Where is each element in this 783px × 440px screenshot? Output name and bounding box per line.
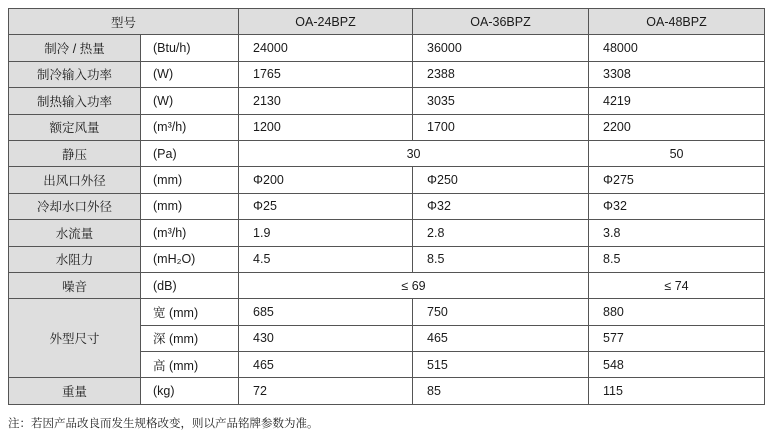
model-2: OA-36BPZ [413,9,589,35]
row-unit: (Btu/h) [141,35,239,61]
cell: Φ200 [239,167,413,193]
row-label: 制冷输入功率 [9,61,141,87]
row-label: 冷却水口外径 [9,193,141,219]
cell: 3308 [589,61,765,87]
cell: Φ32 [589,193,765,219]
cell: 577 [589,325,765,351]
cell: 430 [239,325,413,351]
cell: 750 [413,299,589,325]
cell: 465 [239,352,413,378]
cell: 72 [239,378,413,404]
row-dimension-width [9,299,765,325]
cell: 4.5 [239,246,413,272]
row-label: 制热输入功率 [9,88,141,114]
row-cooling [9,35,765,61]
row-noise [9,272,765,298]
footnote: 注：若因产品改良而发生规格改变，则以产品铭牌参数为准。 [8,418,319,430]
cell: ≤ 74 [589,272,765,298]
row-static-pressure [9,140,765,166]
cell: 8.5 [413,246,589,272]
row-label: 额定风量 [9,114,141,140]
row-cool-power [9,61,765,87]
cell: 2388 [413,61,589,87]
model-1: OA-24BPZ [239,9,413,35]
row-weight [9,378,765,404]
row-unit: (dB) [141,272,239,298]
cell: 50 [589,140,765,166]
cell: 2200 [589,114,765,140]
cell: 8.5 [589,246,765,272]
cell: 880 [589,299,765,325]
cell: 85 [413,378,589,404]
cell: Φ25 [239,193,413,219]
cell: Φ32 [413,193,589,219]
cell: 685 [239,299,413,325]
cell: 548 [589,352,765,378]
cell: 1.9 [239,220,413,246]
cell: 3035 [413,88,589,114]
row-outlet-diameter [9,167,765,193]
merged-cell: 30 [239,140,589,166]
cell: 2.8 [413,220,589,246]
row-label: 重量 [9,378,141,404]
row-unit: (mm) [141,193,239,219]
model-3: OA-48BPZ [589,9,765,35]
row-unit: (mm) [141,167,239,193]
merged-cell: ≤ 69 [239,272,589,298]
cell: 1765 [239,61,413,87]
row-water-resistance [9,246,765,272]
cell: 24000 [239,35,413,61]
row-unit: (W) [141,88,239,114]
cell: 48000 [589,35,765,61]
row-airflow [9,114,765,140]
cell: Φ275 [589,167,765,193]
row-sub-label: 深 (mm) [141,325,239,351]
cell: 4219 [589,88,765,114]
row-label: 外型尺寸 [9,299,141,378]
header-row [9,9,765,35]
row-sub-label: 宽 (mm) [141,299,239,325]
cell: 36000 [413,35,589,61]
cell: 515 [413,352,589,378]
row-water-flow [9,220,765,246]
row-heat-power [9,88,765,114]
row-unit: (m³/h) [141,114,239,140]
row-label: 噪音 [9,272,141,298]
cell: 2130 [239,88,413,114]
row-unit: (mH₂O) [141,246,239,272]
row-label: 制冷 / 热量 [9,35,141,61]
row-unit: (Pa) [141,140,239,166]
row-water-diameter [9,193,765,219]
row-label: 水流量 [9,220,141,246]
cell: 1700 [413,114,589,140]
row-label: 水阻力 [9,246,141,272]
spec-table [8,8,765,405]
cell: 115 [589,378,765,404]
header-label: 型号 [9,9,239,35]
cell: 465 [413,325,589,351]
row-sub-label: 高 (mm) [141,352,239,378]
cell: Φ250 [413,167,589,193]
cell: 1200 [239,114,413,140]
row-unit: (m³/h) [141,220,239,246]
row-label: 出风口外径 [9,167,141,193]
row-unit: (W) [141,61,239,87]
row-unit: (kg) [141,378,239,404]
cell: 3.8 [589,220,765,246]
row-label: 静压 [9,140,141,166]
